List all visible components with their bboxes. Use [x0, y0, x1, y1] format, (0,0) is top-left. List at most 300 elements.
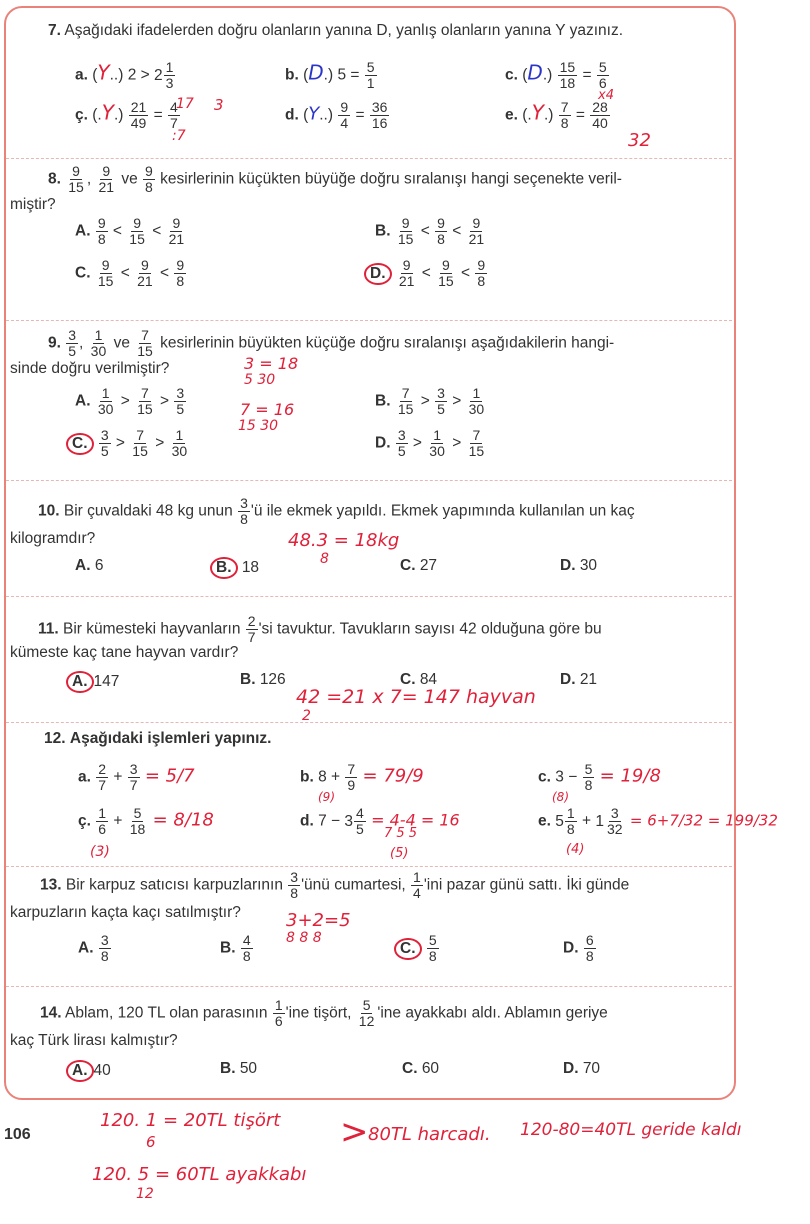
- q9-options-2-fr-2-0: 1: [175, 427, 184, 443]
- q14-fn2: 5: [362, 997, 371, 1013]
- q9-options-0-fr-0-0: 1: [101, 385, 110, 401]
- q7-items-4-d1: 4: [340, 115, 349, 131]
- q12-e-n1: 1: [566, 805, 575, 821]
- question-11: [38, 614, 602, 645]
- q13-options-0-n: 3: [100, 932, 109, 948]
- q10-options-3-value: 30: [579, 557, 598, 574]
- q13-text_b: 'ünü cumartesi,: [301, 876, 406, 894]
- q11-text_b: 'si tavuktur. Tavukların sayısı 42 olduğuna göre bu: [258, 620, 602, 638]
- q11-options-2-label: C.: [400, 671, 416, 688]
- q12-a-op: +: [113, 768, 123, 786]
- q14-options-3-label: D.: [563, 1060, 579, 1077]
- q11-fd: 7: [247, 629, 256, 645]
- q12-b-n2: 7: [347, 761, 356, 777]
- q10-options-0-value: 6: [94, 557, 104, 574]
- q13-options-0-label: A.: [78, 939, 94, 957]
- q7-items-2-n2: 5: [598, 59, 607, 75]
- q12-b-answer: = 79/9: [362, 765, 424, 787]
- q12-item-a: [78, 762, 195, 793]
- question-7-text: Aşağıdaki ifadelerden doğru olanların yanına D, yanlış olanların yanına Y yazınız.: [64, 22, 624, 39]
- q10-num: 10.: [38, 502, 60, 520]
- separator: [6, 722, 732, 723]
- q12-b-op: +: [331, 768, 341, 786]
- q9-options-0-fr-2-1: 5: [176, 401, 185, 417]
- q8-options-1-ops-1: <: [452, 222, 462, 240]
- question-8-text-cont: miştir?: [10, 196, 56, 213]
- q13-options-3-label: D.: [563, 939, 579, 957]
- q9-ve: ve: [113, 334, 130, 352]
- q10-hand: 48.3 = 18kg: [288, 530, 400, 551]
- q9-options-1-fr-0-0: 7: [401, 385, 410, 401]
- q8-f1n: 9: [72, 163, 80, 179]
- q12-cc-op: +: [113, 812, 123, 830]
- q12-d-answer-b: 7 5 5: [384, 826, 418, 841]
- q10-options-0-label: A.: [75, 557, 91, 574]
- q12-d-whole2: 3: [344, 812, 354, 830]
- q11-option-d[interactable]: [560, 671, 597, 689]
- q8-options-1-fr-1-0: 9: [437, 215, 445, 231]
- q9-options-2-fr-0-1: 5: [100, 443, 109, 459]
- q12-c-d2: 8: [584, 777, 593, 793]
- q11-hand-b: 2: [302, 708, 311, 724]
- q9-options-1-ops-0: >: [420, 392, 430, 410]
- q13-hand: 3+2=5: [286, 910, 351, 931]
- q7-items-1-op: =: [350, 66, 360, 84]
- q8-options-1-label: B.: [375, 222, 391, 240]
- q12-d-d2: 5: [356, 821, 364, 837]
- q14-options-3-value: 70: [582, 1060, 601, 1077]
- q7-items-2-n1: 15: [559, 59, 576, 75]
- q8-options-1-fr-2-0: 9: [472, 215, 481, 231]
- q7-items-3-n2: 4: [169, 99, 178, 115]
- q8-option-c[interactable]: [75, 258, 187, 289]
- q10-hand-b: 8: [320, 551, 329, 567]
- q13-options-2-n: 5: [428, 932, 437, 948]
- separator: [6, 986, 732, 987]
- q8-options-0-fr-1-1: 15: [129, 231, 145, 247]
- q7-item-c: c. (D.) $\frac{15}{18}$ = $\frac{5}{6}$: [505, 59, 607, 91]
- q7-cc-note3: :7: [172, 128, 186, 144]
- q7-e-mark: Y: [531, 100, 544, 125]
- q7-b-mark: D: [308, 60, 324, 85]
- q10-options-2-label: C.: [400, 557, 416, 574]
- note-line-2: 120. 5 = 60TL ayakkabı: [92, 1164, 307, 1185]
- q9-options-3-ops-1: >: [452, 434, 462, 452]
- q9-hand-1: 3 = 18: [244, 354, 299, 373]
- q12-b-note: (9): [318, 790, 335, 804]
- q7-items-1-label: b.: [285, 66, 299, 84]
- question-14-text-cont: kaç Türk lirası kalmıştır?: [10, 1032, 178, 1049]
- q13-text_a: Bir karpuz satıcısı karpuzlarının: [65, 876, 283, 894]
- q8-options-2-ops-0: <: [120, 264, 130, 282]
- q12-item-d: [300, 806, 460, 837]
- q9-options-1-label: B.: [375, 392, 391, 410]
- q12-cc-n1: 1: [98, 805, 107, 821]
- q14-option-d[interactable]: [563, 1060, 600, 1078]
- question-13: [40, 870, 629, 901]
- q13-fd1: 8: [290, 885, 299, 901]
- q7-e-note2: 32: [628, 130, 651, 151]
- q7-items-0-mix_n: 1: [165, 59, 174, 75]
- q14-options-0-value: 40: [93, 1062, 111, 1079]
- q7-items-3-n1: 21: [130, 99, 147, 115]
- note-right: 120-80=40TL geride kaldı: [520, 1120, 742, 1140]
- q8-options-3-fr-1-1: 15: [438, 273, 454, 289]
- q11-options-1-value: 126: [259, 671, 286, 688]
- q12-a-n1: 2: [98, 761, 107, 777]
- q10-option-d[interactable]: [560, 557, 597, 575]
- q12-e-op: +: [581, 812, 592, 830]
- q8-option-a[interactable]: [75, 216, 187, 247]
- q11-hand: 42 =21 x 7= 147 hayvan: [296, 686, 536, 708]
- q7-items-4-n1: 9: [340, 99, 349, 115]
- q10-options-1-value: 18: [241, 559, 260, 576]
- separator: [6, 596, 732, 597]
- q14-options-1-value: 50: [239, 1060, 258, 1077]
- q7-items-1-left: 5: [337, 66, 347, 84]
- q14-option-a[interactable]: [70, 1060, 111, 1082]
- q11-options-0-value: 147: [93, 673, 120, 690]
- q9-options-3-fr-1-1: 30: [429, 443, 445, 459]
- q14-fn1: 1: [274, 997, 283, 1013]
- q9-selected-circle: C.: [66, 433, 94, 455]
- q13-options-0-d: 8: [100, 948, 109, 964]
- q8-f3n: 9: [145, 163, 153, 179]
- q13-fn1: 3: [290, 869, 299, 885]
- q8-options-0-ops-0: <: [112, 222, 122, 240]
- q13-num: 13.: [40, 876, 62, 894]
- q12-e-label: e.: [538, 812, 551, 830]
- q8-options-2-fr-0-0: 9: [101, 257, 110, 273]
- question-7-number: 7.: [48, 22, 61, 39]
- q12-cc-n2: 5: [133, 805, 142, 821]
- q7-items-3-op: =: [153, 106, 163, 124]
- q12-text: Aşağıdaki işlemleri yapınız.: [69, 730, 272, 747]
- q8-text: kesirlerinin küçükten büyüğe doğru sıralanışı hangi seçenekte veril-: [160, 170, 622, 188]
- q12-c-op: −: [568, 768, 578, 786]
- q8-options-2-fr-2-1: 8: [176, 273, 185, 289]
- q10-option-b[interactable]: [214, 557, 259, 579]
- q8-options-3-fr-1-0: 9: [441, 257, 450, 273]
- q11-text_a: Bir kümesteki hayvanların: [63, 620, 241, 638]
- page-number: 106: [4, 1126, 31, 1143]
- q9-options-0-fr-1-1: 15: [137, 401, 153, 417]
- q7-items-1-d: 1: [366, 75, 375, 91]
- q12-cc-label: ç.: [78, 812, 91, 830]
- q10-options-3-label: D.: [560, 557, 576, 574]
- q11-fn: 2: [247, 613, 256, 629]
- q12-e-whole2: 1: [595, 812, 604, 830]
- q9-option-b[interactable]: [375, 386, 487, 417]
- q10-option-c[interactable]: [400, 557, 437, 575]
- question-9-text-cont: sinde doğru verilmiştir?: [10, 360, 170, 377]
- q9-options-3-fr-2-1: 15: [468, 443, 485, 459]
- q12-item-cc: [78, 806, 214, 837]
- q9-options-0-fr-0-1: 30: [97, 401, 114, 417]
- q12-d-n2: 4: [356, 805, 364, 821]
- q14-text_b: 'ine tişört,: [285, 1004, 352, 1022]
- q7-a-mark: Y: [97, 60, 110, 85]
- q9-hand-1b: 5 30: [244, 372, 276, 388]
- q7-items-5-d1: 8: [560, 115, 569, 131]
- q8-options-0-ops-1: <: [152, 222, 162, 240]
- question-9: 9. $\frac{3}{5}$ , $\frac{1}{30}$ ve $\frac{7}{15}$ kesirlerinin büyükten küçüğe doğru sıralanışı aşağıdakilerin hangi-: [48, 327, 615, 359]
- q8-options-2-fr-0-1: 15: [97, 273, 114, 289]
- q9-f2n: 1: [94, 327, 103, 343]
- q11-options-2-value: 84: [419, 671, 438, 688]
- q8-options-3-fr-0-1: 21: [398, 273, 415, 289]
- q10-selected-circle: B.: [210, 557, 238, 579]
- q13-option-a[interactable]: [78, 933, 112, 964]
- q8-option-b[interactable]: [375, 216, 487, 247]
- q9-options-2-fr-0-0: 3: [100, 427, 109, 443]
- separator: [6, 320, 732, 321]
- q9-options-3-ops-0: >: [412, 434, 422, 452]
- q8-options-3-fr-2-0: 9: [477, 257, 486, 273]
- q8-options-2-fr-1-1: 21: [137, 273, 153, 289]
- q9-options-2-ops-1: >: [155, 434, 165, 452]
- q12-c-n1: 3: [555, 768, 564, 786]
- q9-options-3-label: D.: [375, 434, 391, 452]
- q14-options-2-value: 60: [421, 1060, 440, 1077]
- q12-c-label: c.: [538, 768, 551, 786]
- q9-options-1-ops-1: >: [452, 392, 462, 410]
- q8-f3d: 8: [145, 179, 153, 195]
- q10-text_a: Bir çuvaldaki 48 kg unun: [63, 502, 233, 520]
- q8-options-0-fr-2-1: 21: [168, 231, 185, 247]
- q8-options-1-fr-1-1: 8: [437, 231, 445, 247]
- q12-e-note: (4): [566, 842, 585, 857]
- q7-items-2-label: c.: [505, 66, 518, 84]
- question-7: [48, 22, 623, 40]
- q9-options-1-fr-1-0: 3: [437, 385, 445, 401]
- q9-options-2-ops-0: >: [115, 434, 125, 452]
- q13-options-1-d: 8: [242, 948, 251, 964]
- q9-f3n: 7: [141, 327, 149, 343]
- q8-ve: ve: [121, 170, 138, 188]
- note-line-1: 120. 1 = 20TL tişört: [100, 1110, 281, 1131]
- q11-selected-circle: A.: [66, 671, 94, 693]
- q12-a-answer: = 5/7: [144, 765, 195, 787]
- q10-option-a[interactable]: [75, 557, 103, 575]
- question-12: [44, 730, 271, 748]
- q12-cc-note: (3): [90, 844, 110, 860]
- q13-selected-circle: C.: [394, 938, 422, 960]
- q14-num: 14.: [40, 1004, 62, 1022]
- q8-options-3-fr-2-1: 8: [477, 273, 486, 289]
- q7-items-3-d1: 49: [130, 115, 147, 131]
- q12-b-label: b.: [300, 768, 314, 786]
- q9-f2d: 30: [90, 343, 107, 359]
- separator: [6, 158, 732, 159]
- q14-fd1: 6: [274, 1013, 283, 1029]
- q12-d-answer: = 4-4 = 16: [371, 810, 460, 830]
- q9-options-3-fr-0-1: 5: [397, 443, 406, 459]
- question-10-text-cont: kilogramdır?: [10, 530, 96, 547]
- q12-e-whole1: 5: [555, 812, 564, 830]
- q13-options-2-d: 8: [428, 948, 437, 964]
- q13-options-1-n: 4: [242, 932, 251, 948]
- q9-options-0-label: A.: [75, 392, 91, 410]
- q9-option-d[interactable]: [375, 428, 487, 459]
- q14-options-1-label: B.: [220, 1060, 236, 1077]
- q7-items-4-label: d.: [285, 106, 299, 124]
- q8-options-1-fr-0-0: 9: [401, 215, 410, 231]
- q12-cc-answer: = 8/18: [152, 809, 214, 831]
- q10-options-2-value: 27: [419, 557, 438, 574]
- q8-f1d: 15: [68, 179, 84, 195]
- q10-fn: 3: [240, 495, 248, 511]
- q9-options-0-ops-0: >: [120, 392, 130, 410]
- q11-options-1-label: B.: [240, 671, 256, 688]
- q9-hand-2: 7 = 16: [240, 400, 295, 419]
- q9-f1d: 5: [68, 343, 77, 359]
- q8-options-0-fr-2-0: 9: [172, 215, 181, 231]
- q7-items-4-d2: 16: [371, 115, 388, 131]
- q13-option-b[interactable]: [220, 933, 254, 964]
- question-14: [40, 998, 608, 1029]
- question-11-text-cont: kümeste kaç tane hayvan vardır?: [10, 644, 239, 661]
- q12-d-whole1: 7: [318, 812, 327, 830]
- q12-item-e: [538, 806, 778, 837]
- separator: [6, 866, 732, 867]
- q12-c-n2: 5: [584, 761, 593, 777]
- q7-e-note1: x4: [598, 88, 614, 103]
- q11-options-3-label: D.: [560, 671, 576, 688]
- q12-item-b: [300, 762, 424, 793]
- q12-b-n1: 8: [318, 768, 327, 786]
- q9-hand-2b: 15 30: [238, 418, 279, 434]
- q7-items-3-label: ç.: [75, 106, 88, 124]
- q8-options-0-fr-0-1: 8: [97, 231, 106, 247]
- q7-cc-mark: Y: [101, 100, 114, 125]
- q9-option-a[interactable]: [75, 386, 187, 417]
- q7-items-0-mix_d: 3: [165, 75, 174, 91]
- q7-cc-note2: 3: [214, 96, 224, 114]
- q9-text: kesirlerinin büyükten küçüğe doğru sıralanışı aşağıdakilerin hangi-: [160, 334, 615, 352]
- q7-items-4-n2: 36: [371, 99, 388, 115]
- q8-options-1-ops-0: <: [420, 222, 430, 240]
- q9-options-1-fr-0-1: 15: [397, 401, 414, 417]
- q7-items-5-d2: 40: [592, 115, 608, 131]
- q9-num: 9.: [48, 334, 61, 352]
- q13-option-c[interactable]: [398, 933, 440, 964]
- q7-items-2-d2: 6: [598, 75, 607, 91]
- q8-options-0-fr-0-0: 9: [97, 215, 106, 231]
- q7-item-b: b. (D.) 5 = $\frac{5}{1}$: [285, 59, 375, 91]
- q9-options-0-ops-1: >: [159, 392, 170, 410]
- q14-fd2: 12: [358, 1013, 375, 1029]
- note-middle: 80TL harcadı.: [368, 1124, 491, 1145]
- q13-hand-b: 8 8 8: [286, 930, 322, 946]
- q7-items-3-d2: 7: [169, 115, 178, 131]
- note-line-1-den: 6: [146, 1133, 156, 1151]
- q9-options-2-fr-2-1: 30: [171, 443, 188, 459]
- q13-fn2: 1: [413, 869, 421, 885]
- q13-option-d[interactable]: [563, 933, 597, 964]
- q12-a-d1: 7: [98, 777, 107, 793]
- q8-options-1-fr-0-1: 15: [397, 231, 414, 247]
- q8-num: 8.: [48, 170, 61, 188]
- q9-options-1-fr-2-0: 1: [472, 385, 481, 401]
- q12-c-answer: = 19/8: [599, 765, 661, 787]
- q12-e-n2: 3: [610, 805, 619, 821]
- q7-items-0-left: 2: [127, 66, 137, 84]
- q7-item-d: d. (Y..) $\frac{9}{4}$ = $\frac{36}{16}$: [285, 99, 388, 131]
- q8-options-0-label: A.: [75, 222, 91, 240]
- q12-a-label: a.: [78, 768, 91, 786]
- q12-d-op: −: [331, 812, 341, 830]
- q8-options-0-fr-1-0: 9: [133, 215, 141, 231]
- q8-options-2-fr-2-0: 9: [176, 257, 185, 273]
- q7-items-5-n1: 7: [560, 99, 569, 115]
- q7-items-5-op: =: [575, 106, 585, 124]
- q9-options-3-fr-2-0: 7: [472, 427, 481, 443]
- q12-e-d2: 32: [606, 821, 623, 837]
- q8-options-2-ops-1: <: [159, 264, 170, 282]
- question-8: 8. $\frac{9}{15}$ , $\frac{9}{21}$ ve $\frac{9}{8}$ kesirlerinin küçükten büyüğe doğru sıralanışı hangi seçenekte veril-: [48, 163, 622, 195]
- q12-a-n2: 3: [129, 761, 138, 777]
- q9-options-2-fr-1-0: 7: [136, 427, 144, 443]
- q9-option-c[interactable]: [70, 428, 190, 459]
- q7-item-a: a. (Y..) 2 > 2 1 3: [75, 59, 174, 91]
- q7-item-cc: ç. (.Y.) $\frac{21}{49}$ = $\frac{4}{7}$: [75, 99, 178, 131]
- q12-item-c: [538, 762, 661, 793]
- note-brace: >: [340, 1112, 369, 1152]
- q7-item-e: e. (.Y.) $\frac{7}{8}$ = $\frac{28}{40}$: [505, 99, 608, 131]
- q7-c-mark: D: [527, 60, 543, 85]
- q12-c-note: (8): [552, 790, 569, 804]
- q7-items-0-op: >: [140, 66, 150, 84]
- q11-option-b[interactable]: [240, 671, 286, 689]
- q8-options-3-ops-1: <: [460, 264, 471, 282]
- q7-cc-note1: 17: [176, 96, 194, 112]
- q14-option-c[interactable]: [402, 1060, 439, 1078]
- q7-items-5-n2: 28: [592, 99, 608, 115]
- q8-options-2-label: C.: [75, 264, 91, 282]
- q12-d-label: d.: [300, 812, 314, 830]
- q9-f1n: 3: [68, 327, 77, 343]
- q8-f2n: 9: [102, 163, 111, 179]
- q7-d-mark: Y: [308, 103, 320, 125]
- q12-d-note: (5): [390, 846, 409, 861]
- q12-cc-d1: 6: [98, 821, 107, 837]
- q9-options-1-fr-1-1: 5: [437, 401, 445, 417]
- q9-f3d: 15: [137, 343, 153, 359]
- separator: [6, 480, 732, 481]
- q10-fd: 8: [240, 511, 248, 527]
- q9-options-0-fr-1-0: 7: [140, 385, 149, 401]
- q9-options-3-fr-0-0: 3: [397, 427, 406, 443]
- q14-text_a: Ablam, 120 TL olan parasının: [65, 1004, 268, 1022]
- q12-e-answer: = 6+7/32 = 199/32: [629, 811, 778, 830]
- q14-option-b[interactable]: [220, 1060, 257, 1078]
- q12-b-d2: 9: [347, 777, 356, 793]
- q7-items-0-label: a.: [75, 66, 88, 84]
- q7-items-2-op: =: [582, 66, 592, 84]
- q11-option-a[interactable]: [70, 671, 119, 693]
- q14-text_c: 'ine ayakkabı aldı. Ablamın geriye: [377, 1004, 608, 1022]
- q8-f2d: 21: [98, 179, 115, 195]
- q13-fd2: 4: [413, 885, 421, 901]
- q8-selected-circle: D.: [364, 263, 392, 285]
- q13-options-1-label: B.: [220, 939, 236, 957]
- q8-options-2-fr-1-0: 9: [140, 257, 149, 273]
- q8-option-d[interactable]: [368, 258, 488, 289]
- q12-num: 12.: [44, 730, 66, 747]
- q9-options-1-fr-2-1: 30: [468, 401, 485, 417]
- q13-options-3-n: 6: [585, 932, 594, 948]
